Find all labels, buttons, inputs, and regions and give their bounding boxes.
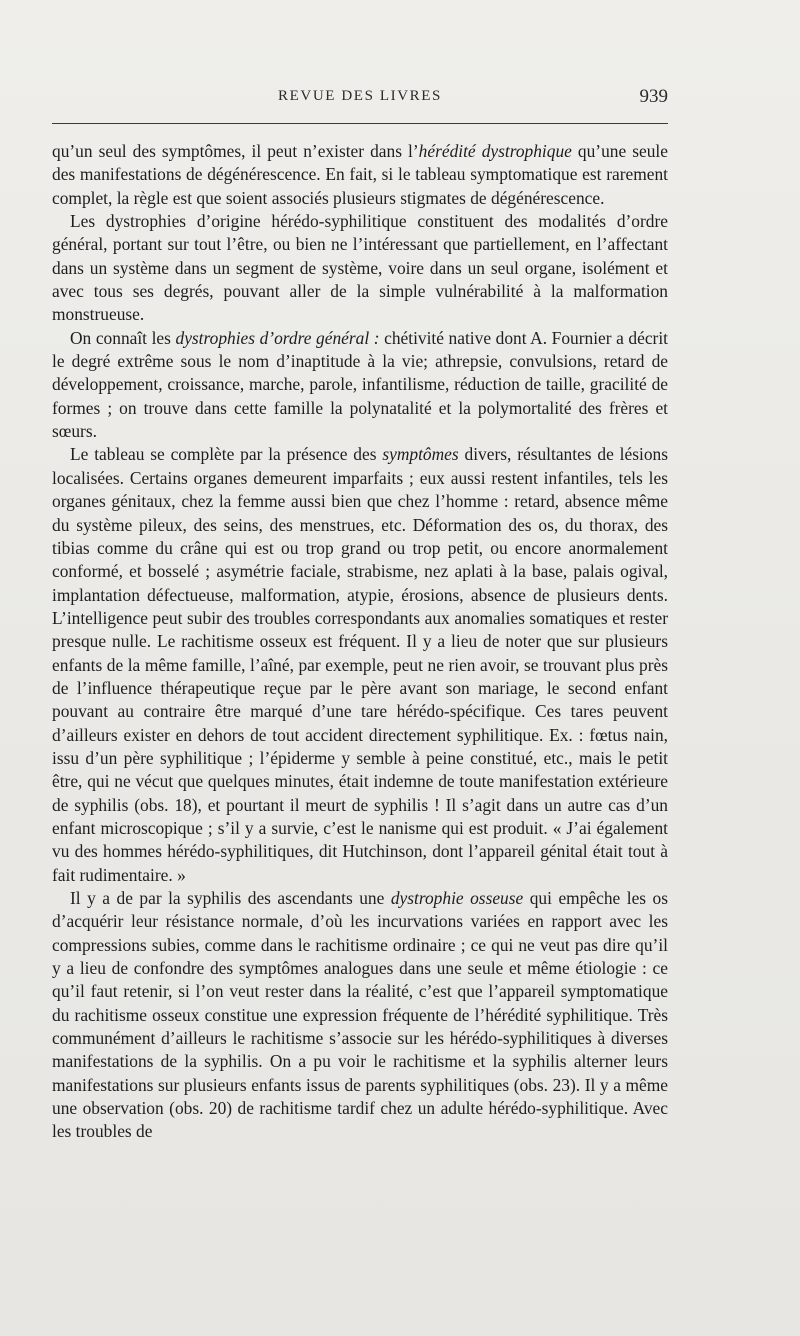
italic-segment: dystrophies d’ordre général :: [175, 327, 380, 348]
paragraph-3: [52, 327, 668, 444]
body-text: [52, 140, 668, 1144]
italic-segment: dystrophie osseuse: [390, 888, 524, 908]
paragraph-2: [52, 210, 668, 327]
text-segment: Le tableau se complète par la présence des: [70, 444, 383, 465]
text-segment: chétivité native dont A. Fournier a décrit le degré extrême sous le nom d’inaptitude à la vie; athrepsie, convulsions, retard de développement, croissance, marche, parole, infantilisme, réduction de taille, gracilité de formes ; on trouve dans cette famille la polynatalité et la polymortalité des frères et sœurs.: [52, 327, 668, 442]
text-segment: divers, résultantes de lésions localisées. Certains organes demeurent imparfaits ; eux aussi restent infantiles, tels les organes génitaux, chez la femme aussi bien que chez l’homme : retard, absence même du système pileux, des seins, des menstrues, etc. Déformation des os, du thorax, des tibias comme du crâne qui est ou trop grand ou trop petit, ou encore anormalement conformé, et bosselé ; asymétrie faciale, strabisme, nez aplati à la base, palais ogival, implantation défectueuse, malformation, atypie, érosions, absence de plusieurs dents. L’intelligence peut subir des troubles correspondants aux anomalies somatiques et rester presque nulle. Le rachitisme osseux est fréquent. Il y a lieu de noter que sur plusieurs enfants de la même famille, l’aîné, par exemple, peut ne rien avoir, se trouvant plus près de l’influence thérapeutique reçue par le père avant son mariage, le second enfant pouvant au contraire être marqué d’une tare hérédo-spécifique. Ces tares peuvent d’ailleurs exister en dehors de tout accident directement syphilitique. Ex. : fœtus nain, issu d’un père syphilitique ; l’épiderme y semble à peine constitué, etc., mais le petit être, qui ne vécut que quelques minutes, était indemne de toute manifestation extérieure de syphilis (obs. 18), et pourtant il meurt de syphilis ! Il s’agit dans un autre cas d’un enfant microscopique ; s’il y a survie, c’est le nanisme qui est produit. « J’ai également vu des hommes hérédo-syphilitiques, dit Hutchinson, dont l’appareil génital était tout à fait rudimentaire. »: [52, 444, 668, 885]
paragraph-5: [52, 887, 668, 1144]
page-number: 939: [639, 86, 668, 107]
page-header: [52, 88, 668, 112]
running-title: REVUE DES LIVRES: [278, 88, 442, 104]
italic-segment: hérédité dystrophique: [418, 141, 572, 161]
text-segment: qu’une seule des manifestations de dégénérescence. En fait, si le tableau symptomatique est rarement complet, la règle est que soient associés plusieurs stigmates de dégénérescence.: [52, 141, 668, 208]
text-segment: qui empêche les os d’acquérir leur résistance normale, d’où les incurvations variées en rapport avec les compressions subies, comme dans le rachitisme ordinaire ; ce qui ne veut pas dire qu’il y a lieu de confondre des symptômes analogues dans une seule et même étiologie : ce qu’il faut retenir, si l’on veut rester dans la réalité, c’est que l’appareil symptomatique du rachitisme osseux constitue une expression fréquente de l’hérédité syphilitique. Très communément d’ailleurs le rachitisme s’associe sur les hérédo-syphilitiques à diverses manifestations de la syphilis. On a pu voir le rachitisme et la syphilis alterner leurs manifestations sur plusieurs enfants issus de parents syphilitiques (obs. 23). Il y a même une observation (obs. 20) de rachitisme tardif chez un adulte hérédo-syphilitique. Avec les troubles de: [52, 888, 669, 1142]
text-segment: Il y a de par la syphilis des ascendants une: [70, 888, 391, 908]
italic-segment: symptômes: [382, 444, 459, 465]
paragraph-4: [52, 443, 668, 887]
text-segment: On connaît les: [70, 327, 176, 348]
paragraph-1: [52, 140, 668, 210]
text-segment: Les dystrophies d’origine hérédo-syphilitique constituent des modalités d’ordre général, portant sur tout l’être, ou bien ne l’intéressant que partiellement, en l’affectant dans un système dans un segment de système, voire dans un seul organe, isolément et avec tous ses degrés, pouvant aller de la simple vulnérabilité à la malformation monstrueuse.: [52, 211, 668, 325]
header-rule: [52, 123, 668, 124]
text-segment: qu’un seul des symptômes, il peut n’exister dans l’: [52, 141, 419, 161]
